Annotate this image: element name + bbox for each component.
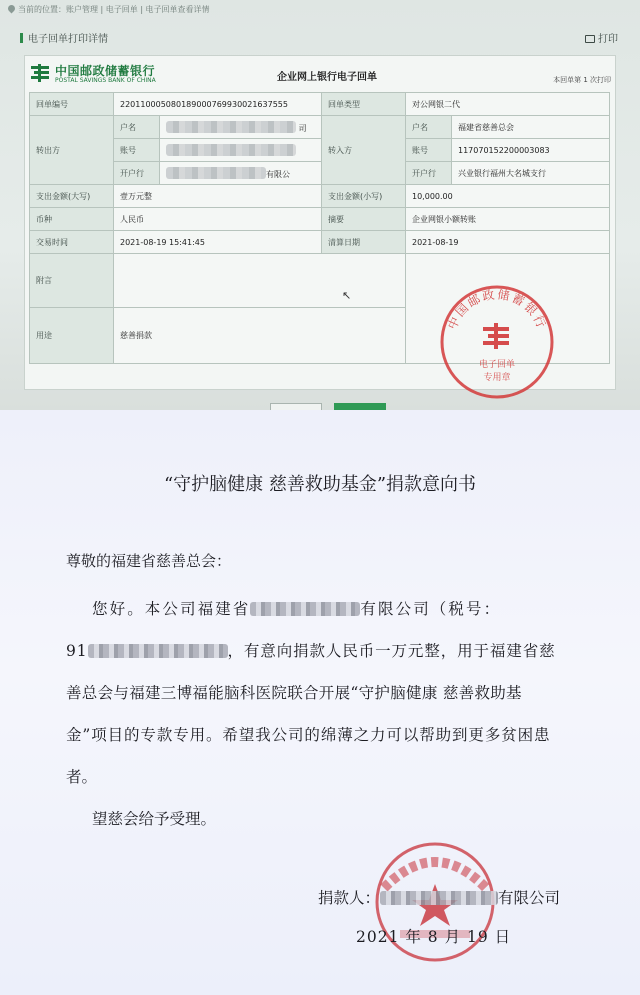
purpose-label: 用途: [30, 308, 114, 364]
donation-letter: [0, 410, 640, 995]
payee-bank-label: 开户行: [406, 162, 452, 185]
payee-account-label: 账号: [406, 139, 452, 162]
location-pin-icon: [7, 4, 17, 14]
receipt-title: 企业网上银行电子回单: [277, 72, 377, 83]
bank-name-en: POSTAL SAVINGS BANK OF CHINA: [55, 77, 156, 84]
summary-label: 摘要: [322, 208, 406, 231]
secondary-button[interactable]: [270, 403, 322, 410]
tx-time-label: 交易时间: [30, 231, 114, 254]
donor-signature-line: 捐款人： 有限公司: [318, 889, 561, 907]
payee-name-value: 福建省慈善总会: [452, 116, 610, 139]
postal-bank-logo-icon: [29, 62, 51, 84]
payer-bank-value: 有限公: [160, 162, 322, 185]
redacted-block: [88, 644, 228, 658]
printer-icon: [585, 35, 595, 43]
clear-date-value: 2021-08-19: [406, 231, 610, 254]
letter-line: 91 ，有意向捐款人民币一万元整，用于福建省慈: [66, 642, 556, 660]
redacted-block: [166, 144, 296, 156]
receipt-type-value: 对公网银二代: [406, 93, 610, 116]
bank-logo: [29, 62, 189, 86]
table-row: [30, 116, 610, 139]
table-row: [30, 231, 610, 254]
amount-lower-label: 支出金额(小写): [322, 185, 406, 208]
amount-lower-value: 10,000.00: [406, 185, 610, 208]
bank-receipt-seal: [438, 283, 556, 401]
payee-name-label: 户名: [406, 116, 452, 139]
print-label: 打印: [598, 34, 618, 45]
summary-value: 企业网银小额转账: [406, 208, 610, 231]
payer-account-label: 账号: [114, 139, 160, 162]
seal-ring-text: 中国邮政储蓄银行: [444, 287, 550, 332]
redacted-block: [166, 167, 266, 179]
panel-title: 电子回单打印详情: [20, 30, 108, 45]
panel-header: [20, 30, 620, 48]
tx-time-value: 2021-08-19 15:41:45: [114, 231, 322, 254]
redacted-block: [250, 602, 360, 616]
print-count: 本回单第 1 次打印: [553, 76, 611, 84]
payer-bank-label: 开户行: [114, 162, 160, 185]
payer-account-value: [160, 139, 322, 162]
receipt-no-label: 回单编号: [30, 93, 114, 116]
seal-line2: 专用章: [483, 373, 511, 383]
print-button[interactable]: [585, 30, 618, 45]
postal-logo-icon: [483, 323, 509, 349]
payer-name-label: 户名: [114, 116, 160, 139]
amount-upper-label: 支出金额(大写): [30, 185, 114, 208]
letter-line: 望慈会给予受理。: [92, 810, 217, 828]
currency-label: 币种: [30, 208, 114, 231]
table-row: [30, 208, 610, 231]
mouse-cursor-icon: ↖: [342, 289, 352, 302]
bank-receipt-screen: [0, 0, 640, 410]
primary-button[interactable]: [334, 403, 386, 410]
amount-upper-value: 壹万元整: [114, 185, 322, 208]
payee-bank-value: 兴业银行福州大名城支行: [452, 162, 610, 185]
breadcrumb-text: 当前的位置：账户管理 | 电子回单 | 电子回单查看详情: [18, 5, 210, 14]
payee-account-value: 117070152200003083: [452, 139, 610, 162]
note-value: [114, 254, 406, 308]
note-label: 附言: [30, 254, 114, 308]
payer-name-value: 司: [160, 116, 322, 139]
payer-label: 转出方: [30, 116, 114, 185]
breadcrumb: [8, 4, 210, 15]
letter-date: 2021 年 8 月 19 日: [356, 928, 512, 946]
redacted-block: [380, 891, 498, 905]
bank-name-cn: 中国邮政储蓄银行: [55, 64, 156, 78]
letter-title: “守护脑健康 慈善救助基金”捐款意向书: [163, 474, 477, 495]
letter-line: 善总会与福建三博福能脑科医院联合开展“守护脑健康 慈善救助基: [66, 684, 522, 702]
table-row: [30, 139, 610, 162]
receipt-no-value: 2201100050801890007699300216375​55: [114, 93, 322, 116]
receipt-type-label: 回单类型: [322, 93, 406, 116]
table-row: [30, 185, 610, 208]
redacted-block: [166, 121, 296, 133]
seal-line1: 电子回单: [478, 360, 516, 370]
purpose-value: 慈善捐款: [114, 308, 406, 364]
clear-date-label: 清算日期: [322, 231, 406, 254]
letter-line: 者。: [66, 768, 98, 786]
letter-line: 金”项目的专款专用。希望我公司的绵薄之力可以帮助到更多贫困患: [66, 726, 551, 744]
table-row: [30, 93, 610, 116]
letter-line: 您好。本公司福建省 有限公司（税号：: [92, 600, 502, 618]
currency-value: 人民币: [114, 208, 322, 231]
letter-salutation: 尊敬的福建省慈善总会：: [66, 552, 232, 570]
payee-label: 转入方: [322, 116, 406, 185]
table-row: [30, 162, 610, 185]
